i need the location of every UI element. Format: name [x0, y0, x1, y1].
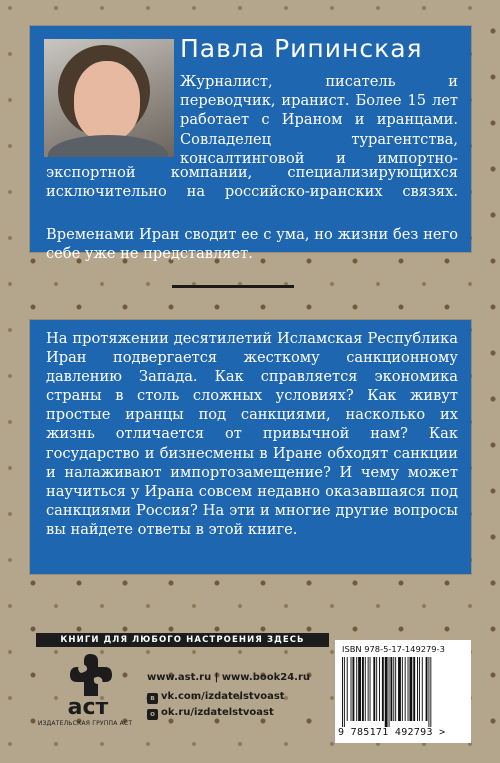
websites-link[interactable]: www.ast.ru | www.book24.ru — [147, 672, 311, 683]
author-name: Павла Рипинская — [180, 34, 423, 63]
book-description: На протяжении десятилетий Исламская Республика Иран подвергается жесткому санкционному давлению Запада. Как справляется экономика страны в столь сложных условиях? Как живут простые иранцы под санкциями, насколько их жизнь отличается от привычной нам? Как государство и бизнесмены в Иране обходят санкции и налаживают импортозамещение? И чему может научиться у Ирана совсем недавно оказавшаяся под санкциями Россия? На эти и многие другие вопросы вы найдете ответы в этой книге. — [46, 330, 458, 538]
ast-logo — [44, 652, 134, 716]
ok-link-text: ok.ru/izdatelstvoast — [161, 707, 274, 718]
divider — [172, 285, 294, 288]
ast-logo-text: аст — [67, 695, 109, 716]
barcode — [342, 657, 464, 727]
description-panel — [30, 320, 471, 574]
author-panel — [30, 26, 471, 263]
isbn-box — [335, 640, 471, 743]
vk-icon: в — [147, 693, 158, 704]
tagline-bar: КНИГИ ДЛЯ ЛЮБОГО НАСТРОЕНИЯ ЗДЕСЬ — [36, 633, 329, 647]
author-bio-intro: Журналист, писатель и переводчик, иранист. Более 15 лет работает с Ираном и иранцами. Совладелец турагентства, консалтинговой и импортно- — [180, 73, 458, 167]
vk-link-text: vk.com/izdatelstvoast — [161, 691, 285, 702]
author-bio-end: Временами Иран сводит ее с ума, но жизни без него себе уже не представляет. — [46, 226, 458, 263]
isbn-label: ISBN 978-5-17-149279-3 — [342, 644, 445, 654]
barcode-digits: 9 785171 492793 > — [338, 727, 446, 738]
vk-link[interactable] — [147, 691, 285, 704]
ok-link[interactable] — [147, 707, 274, 720]
author-bio-middle: экспортной компании, специализирующихся исключительно на российско-иранских связях. — [46, 164, 458, 201]
publisher-label: ИЗДАТЕЛЬСКАЯ ГРУППА АСТ — [37, 720, 133, 727]
author-photo — [44, 39, 174, 157]
ok-icon: о — [147, 709, 158, 720]
